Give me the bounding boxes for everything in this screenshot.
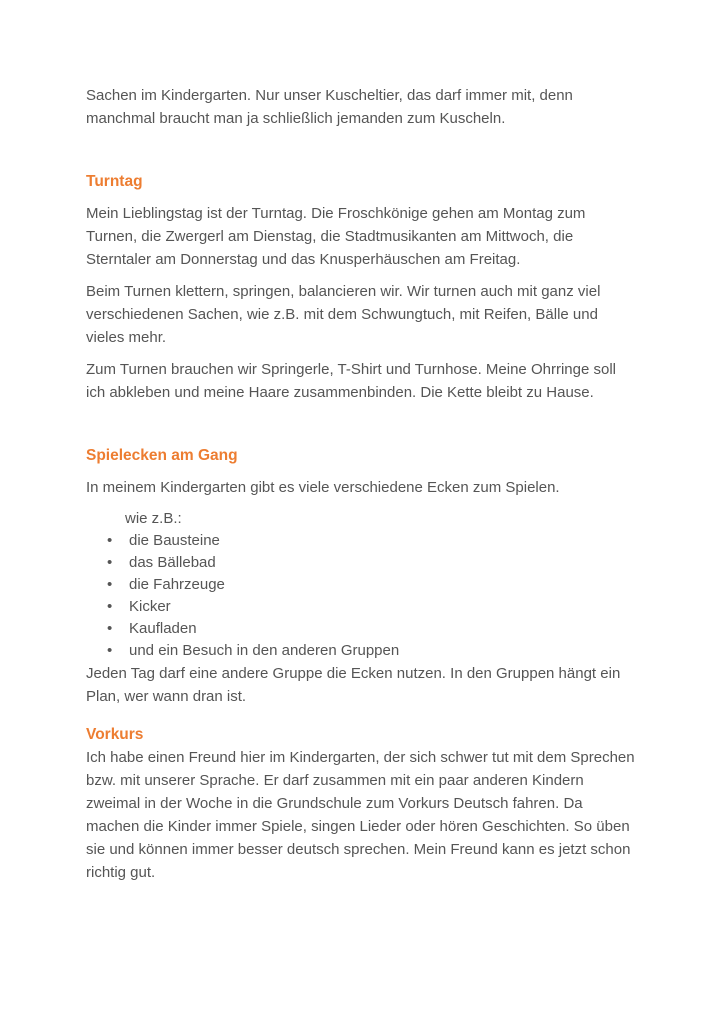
play-corner-list bbox=[86, 530, 638, 662]
bullet-icon: • bbox=[107, 554, 113, 571]
list-item bbox=[86, 530, 638, 552]
list-lead: wie z.B.: bbox=[125, 510, 182, 527]
paragraph: In meinem Kindergarten gibt es viele verschiedene Ecken zum Spielen. bbox=[86, 479, 560, 496]
intro-paragraph: Sachen im Kindergarten. Nur unser Kuscheltier, das darf immer mit, denn manchmal braucht man ja schließlich jemanden zum Kuscheln. bbox=[86, 87, 573, 127]
list-item bbox=[86, 574, 638, 596]
section-heading-vorkurs: Vorkurs bbox=[86, 726, 144, 743]
list-item-label: das Bällebad bbox=[129, 554, 216, 571]
list-item-label: und ein Besuch in den anderen Gruppen bbox=[129, 642, 400, 659]
bullet-icon: • bbox=[107, 620, 113, 637]
list-item-label: die Bausteine bbox=[129, 532, 220, 549]
list-item bbox=[86, 596, 638, 618]
paragraph: Mein Lieblingstag ist der Turntag. Die Froschkönige gehen am Montag zum Turnen, die Zwergerl am Dienstag, die Stadtmusikanten am Mittwoch, die Sterntaler am Donnerstag und das Knusperhäuschen am Freitag. bbox=[86, 205, 586, 268]
list-item bbox=[86, 618, 638, 640]
section-vorkurs bbox=[86, 723, 638, 884]
paragraph: Ich habe einen Freund hier im Kindergarten, der sich schwer tut mit dem Sprechen bzw. mit unserer Sprache. Er darf zusammen mit ein paar anderen Kindern zweimal in der Woche in die Grundschule zum Vorkurs Deutsch fahren. Da machen die Kinder immer Spiele, singen Lieder oder hören Geschichten. So üben sie und können immer besser deutsch sprechen. Mein Freund kann es jetzt schon richtig gut. bbox=[86, 749, 635, 881]
bullet-icon: • bbox=[107, 532, 113, 549]
list-item-label: die Fahrzeuge bbox=[129, 576, 225, 593]
section-turntag bbox=[86, 170, 638, 404]
paragraph: Jeden Tag darf eine andere Gruppe die Ecken nutzen. In den Gruppen hängt ein Plan, wer wann dran ist. bbox=[86, 665, 621, 705]
bullet-icon: • bbox=[107, 598, 113, 615]
list-item bbox=[86, 640, 638, 662]
list-item-label: Kaufladen bbox=[129, 620, 197, 637]
list-item-label: Kicker bbox=[129, 598, 171, 615]
section-heading-spielecken: Spielecken am Gang bbox=[86, 447, 238, 464]
paragraph: Zum Turnen brauchen wir Springerle, T-Shirt und Turnhose. Meine Ohrringe soll ich abkleben und meine Haare zusammenbinden. Die Kette bleibt zu Hause. bbox=[86, 361, 616, 401]
list-item bbox=[86, 552, 638, 574]
bullet-icon: • bbox=[107, 642, 113, 659]
paragraph: Beim Turnen klettern, springen, balancieren wir. Wir turnen auch mit ganz viel verschiedenen Sachen, wie z.B. mit dem Schwungtuch, mit Reifen, Bälle und vieles mehr. bbox=[86, 283, 601, 346]
bullet-icon: • bbox=[107, 576, 113, 593]
section-heading-turntag: Turntag bbox=[86, 173, 143, 190]
section-spielecken bbox=[86, 444, 638, 708]
